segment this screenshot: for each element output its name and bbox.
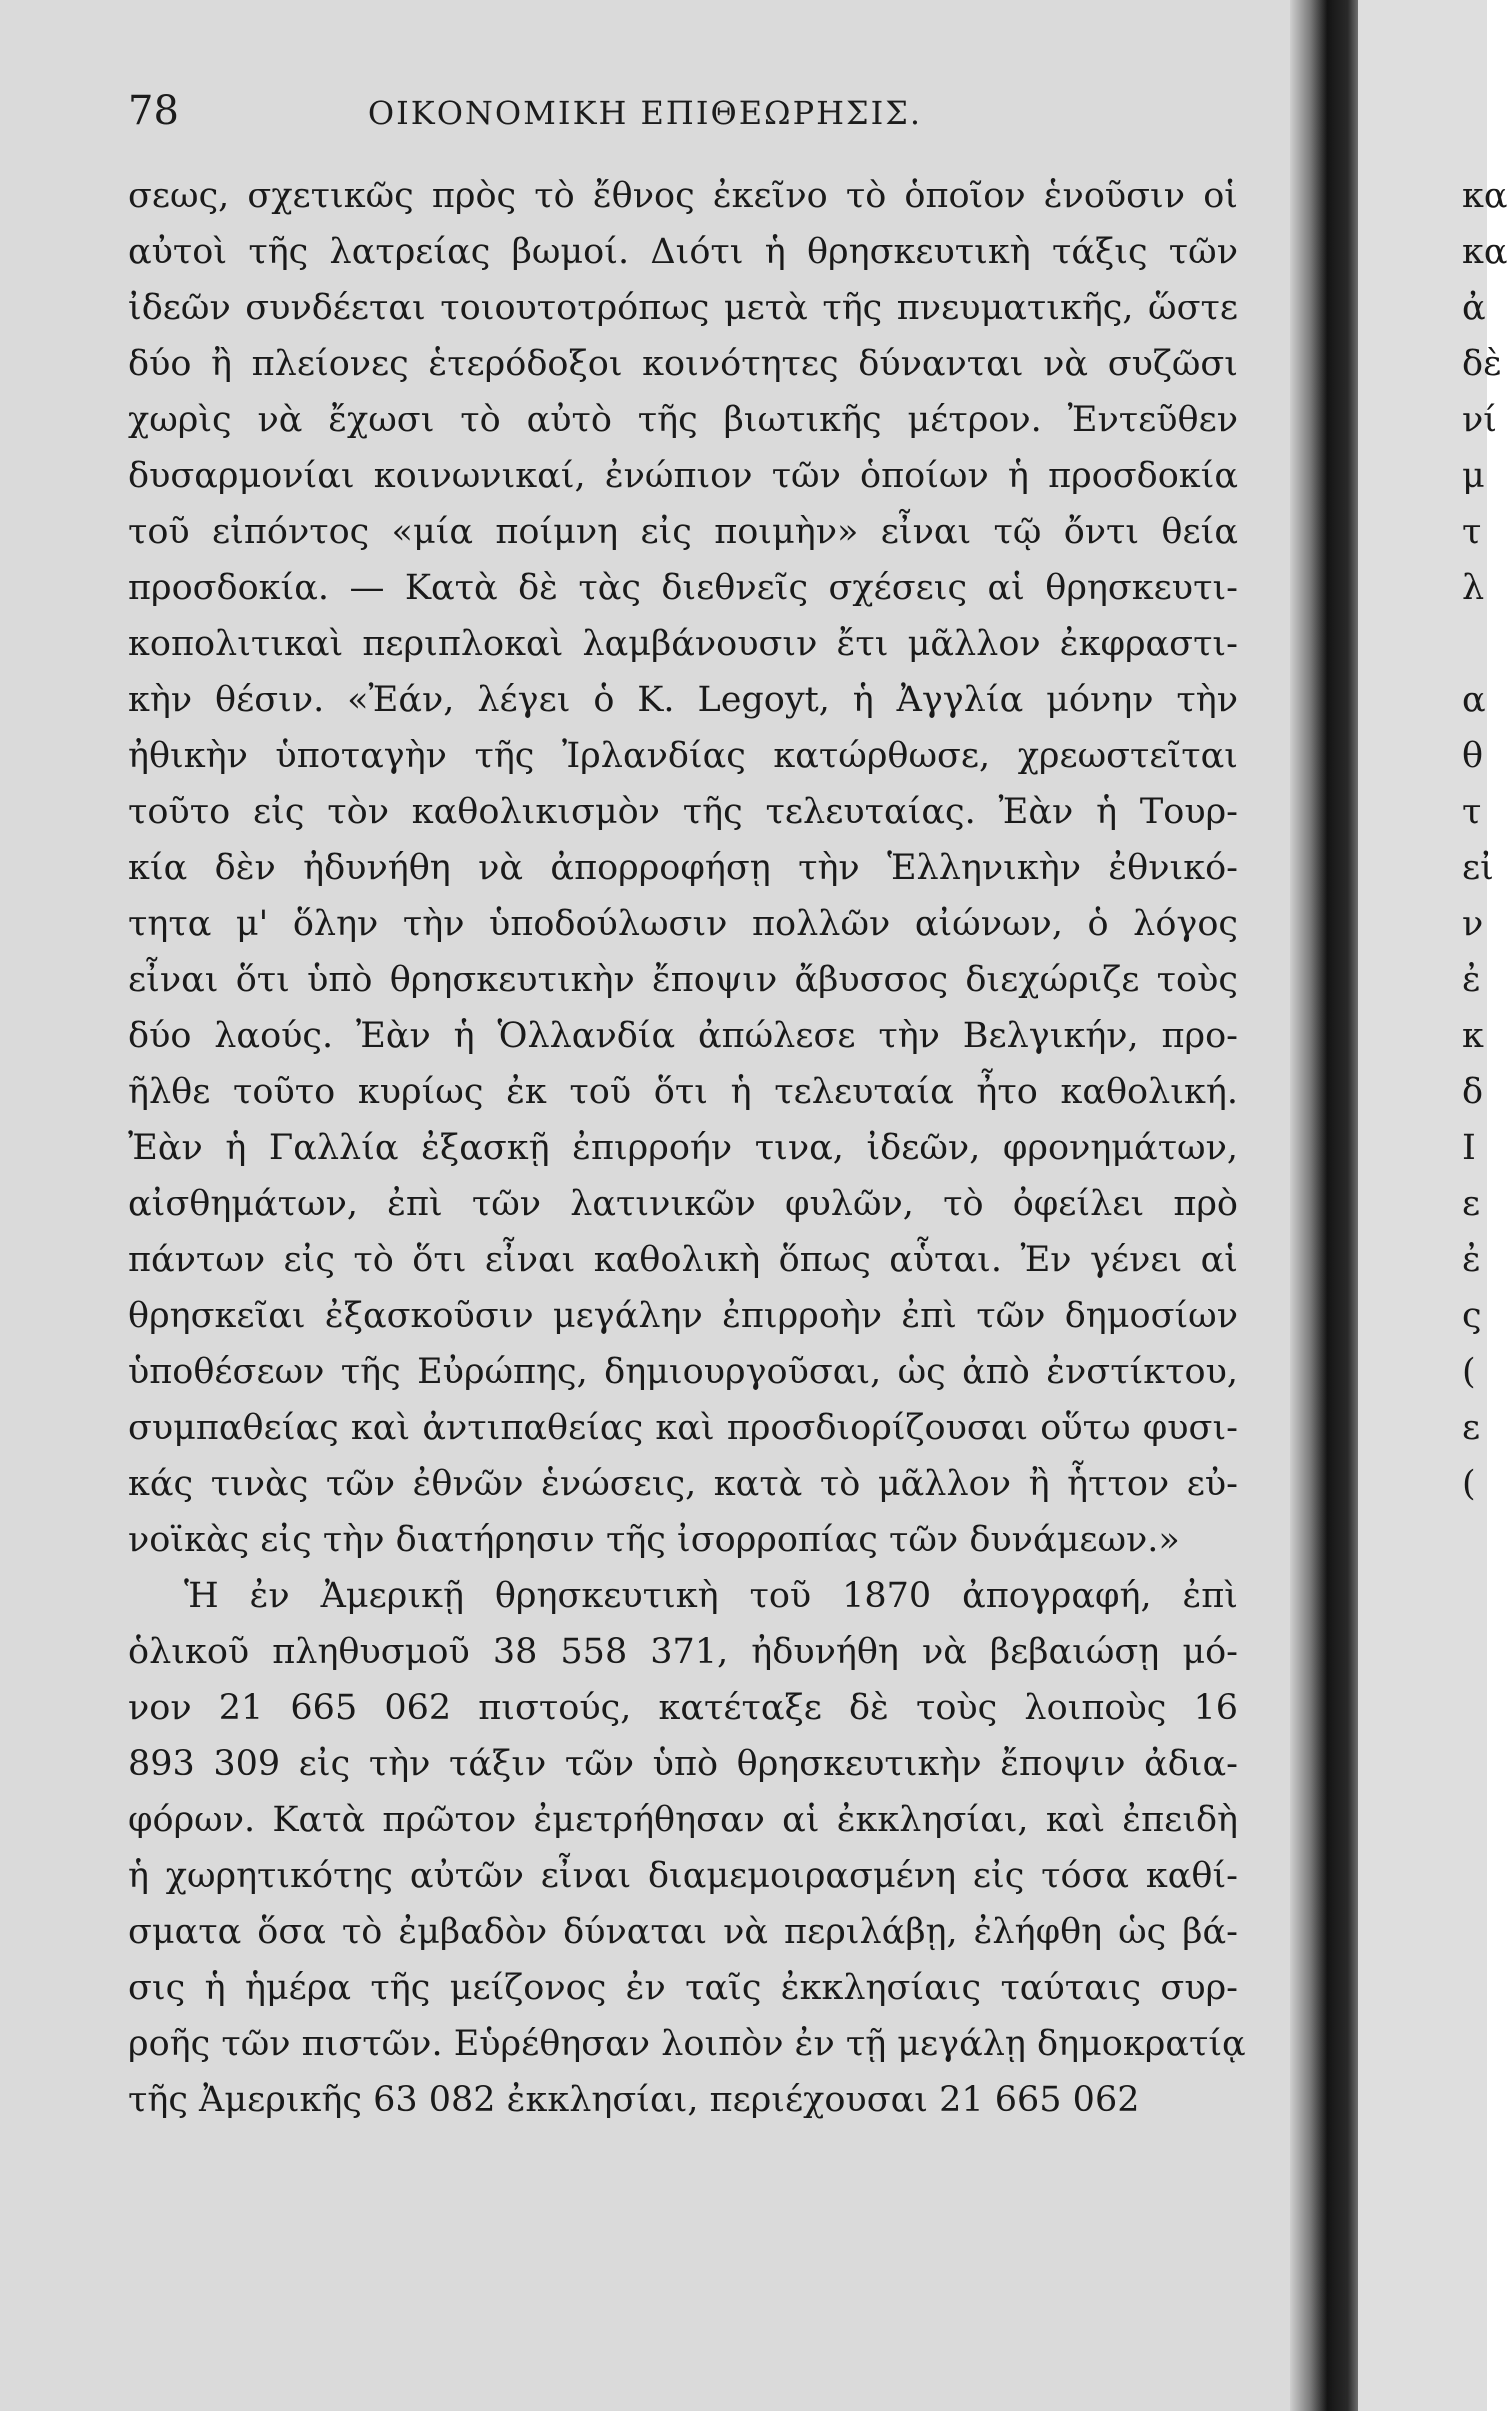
text-line: κία δὲν ἠδυνήθη νὰ ἀπορροφήσῃ τὴν Ἑλληνικὴν ἐθνικό- [128, 848, 1238, 888]
text-line: 893 309 εἰς τὴν τάξιν τῶν ὑπὸ θρησκευτικὴν ἔποψιν ἀδια- [128, 1744, 1238, 1784]
fragment-line: μ [1462, 456, 1485, 496]
text-line: ὑποθέσεων τῆς Εὐρώπης, δημιουργοῦσαι, ὡς ἀπὸ ἐνστίκτου, [128, 1352, 1238, 1392]
text-line: κοπολιτικαὶ περιπλοκαὶ λαμβάνουσιν ἔτι μᾶλλον ἐκφραστι- [128, 624, 1238, 664]
fragment-line: κ [1462, 1016, 1484, 1056]
fragment-line: ε [1462, 1184, 1481, 1224]
paragraph [128, 168, 1238, 1568]
fragment-line: ν [1462, 904, 1484, 944]
fragment-line: ἐ [1462, 1240, 1481, 1280]
fragment-line [1462, 616, 1487, 672]
fragment-line [1462, 1512, 1487, 1568]
text-line: ροῆς τῶν πιστῶν. Εὑρέθησαν λοιπὸν ἐν τῇ μεγάλῃ δημοκρατίᾳ [128, 2024, 1246, 2064]
text-line: τοῦ εἰπόντος «μία ποίμνη εἰς ποιμὴν» εἶναι τῷ ὄντι θεία [128, 512, 1238, 552]
page-number: 78 [128, 88, 179, 134]
text-line: νον 21 665 062 πιστούς, κατέταξε δὲ τοὺς λοιποὺς 16 [128, 1688, 1238, 1728]
text-line: προσδοκία. — Κατὰ δὲ τὰς διεθνεῖς σχέσεις αἱ θρησκευτι- [128, 568, 1238, 608]
text-line: εἶναι ὅτι ὑπὸ θρησκευτικὴν ἔποψιν ἄβυσσος διεχώριζε τοὺς [128, 960, 1238, 1000]
fragment-line: ἐ [1462, 960, 1481, 1000]
fragment-line: α [1462, 680, 1486, 720]
fragment-line: ( [1462, 1352, 1476, 1392]
fragment-line: τ [1462, 792, 1482, 832]
text-line: σματα ὅσα τὸ ἐμβαδὸν δύναται νὰ περιλάβῃ, ἐλήφθη ὡς βά- [128, 1912, 1238, 1952]
text-line: Ἡ ἐν Ἀμερικῇ θρησκευτικὴ τοῦ 1870 ἀπογραφή, ἐπὶ [184, 1576, 1238, 1616]
fragment-line: τ [1462, 512, 1482, 552]
text-line: τοῦτο εἰς τὸν καθολικισμὸν τῆς τελευταίας. Ἐὰν ἡ Τουρ- [128, 792, 1238, 832]
text-line: αὐτοὶ τῆς λατρείας βωμοί. Διότι ἡ θρησκευτικὴ τάξις τῶν [128, 232, 1238, 272]
text-line: φόρων. Κατὰ πρῶτον ἐμετρήθησαν αἱ ἐκκλησίαι, καὶ ἐπειδὴ [128, 1800, 1238, 1840]
fragment-line: ( [1462, 1464, 1476, 1504]
fragment-line: δὲ [1462, 344, 1502, 384]
text-line: σεως, σχετικῶς πρὸς τὸ ἔθνος ἐκεῖνο τὸ ὁποῖον ἑνοῦσιν οἱ [128, 176, 1238, 216]
text-line: συμπαθείας καὶ ἀντιπαθείας καὶ προσδιορίζουσαι οὕτω φυσι- [128, 1408, 1238, 1448]
fragment-line: εἰ [1462, 848, 1494, 888]
text-line: ὁλικοῦ πληθυσμοῦ 38 558 371, ἠδυνήθη νὰ βεβαιώσῃ μό- [128, 1632, 1238, 1672]
fragment-line: δ [1462, 1072, 1484, 1112]
page-header [0, 88, 1290, 148]
text-line: χωρὶς νὰ ἔχωσι τὸ αὐτὸ τῆς βιωτικῆς μέτρον. Ἐντεῦθεν [128, 400, 1238, 440]
adjacent-page-fragments [1462, 168, 1508, 1624]
text-line: κὴν θέσιν. «Ἐάν, λέγει ὁ Κ. Legoyt, ἡ Ἀγγλία μόνην τὴν [128, 680, 1238, 720]
fragment-line: ε [1462, 1408, 1481, 1448]
text-line: Ἐὰν ἡ Γαλλία ἐξασκῇ ἐπιρροήν τινα, ἰδεῶν, φρονημάτων, [128, 1128, 1238, 1168]
fragment-line: κα [1462, 232, 1508, 272]
fragment-line: νί [1462, 400, 1497, 440]
text-line: ῆλθε τοῦτο κυρίως ἐκ τοῦ ὅτι ἡ τελευταία ἦτο καθολική. [128, 1072, 1238, 1112]
fragment-line: λ [1462, 568, 1485, 608]
text-line: ἡ χωρητικότης αὐτῶν εἶναι διαμεμοιρασμένη εἰς τόσα καθί- [128, 1856, 1238, 1896]
text-line: αἰσθημάτων, ἐπὶ τῶν λατινικῶν φυλῶν, τὸ ὀφείλει πρὸ [128, 1184, 1238, 1224]
fragment-line: Ι [1462, 1128, 1476, 1168]
text-line: σις ἡ ἡμέρα τῆς μείζονος ἐν ταῖς ἐκκλησίαις ταύταις συρ- [128, 1968, 1238, 2008]
text-line: τητα μ' ὅλην τὴν ὑποδούλωσιν πολλῶν αἰώνων, ὁ λόγος [128, 904, 1238, 944]
running-head: ΟΙΚΟΝΟΜΙΚΗ ΕΠΙΘΕΩΡΗΣΙΣ. [367, 94, 923, 132]
body-text [128, 168, 1246, 2128]
text-line: ἠθικὴν ὑποταγὴν τῆς Ἰρλανδίας κατώρθωσε, χρεωστεῖται [128, 736, 1238, 776]
text-line: ἰδεῶν συνδέεται τοιουτοτρόπως μετὰ τῆς πνευματικῆς, ὥστε [128, 288, 1238, 328]
text-line: δυσαρμονίαι κοινωνικαί, ἐνώπιον τῶν ὁποίων ἡ προσδοκία [128, 456, 1238, 496]
text-line: δύο λαούς. Ἐὰν ἡ Ὁλλανδία ἀπώλεσε τὴν Βελγικήν, προ- [128, 1016, 1238, 1056]
text-line: θρησκεῖαι ἐξασκοῦσιν μεγάλην ἐπιρροὴν ἐπὶ τῶν δημοσίων [128, 1296, 1238, 1336]
book-gutter [1290, 0, 1358, 2411]
fragment-line: θ [1462, 736, 1484, 776]
text-line: τῆς Ἀμερικῆς 63 082 ἐκκλησίαι, περιέχουσαι 21 665 062 [128, 2080, 1140, 2120]
fragment-line: ἀ [1462, 288, 1486, 328]
fragment-line: κα [1462, 176, 1508, 216]
text-line: νοϊκὰς εἰς τὴν διατήρησιν τῆς ἰσορροπίας τῶν δυνάμεων.» [128, 1520, 1180, 1560]
text-line: δύο ἢ πλείονες ἑτερόδοξοι κοινότητες δύνανται νὰ συζῶσι [128, 344, 1238, 384]
text-line: κάς τινὰς τῶν ἐθνῶν ἑνώσεις, κατὰ τὸ μᾶλλον ἢ ἧττον εὐ- [128, 1464, 1238, 1504]
fragment-line [1462, 1568, 1487, 1624]
paragraph [128, 1568, 1246, 2128]
fragment-line: ς [1462, 1296, 1482, 1336]
text-line: πάντων εἰς τὸ ὅτι εἶναι καθολικὴ ὅπως αὗται. Ἐν γένει αἱ [128, 1240, 1238, 1280]
